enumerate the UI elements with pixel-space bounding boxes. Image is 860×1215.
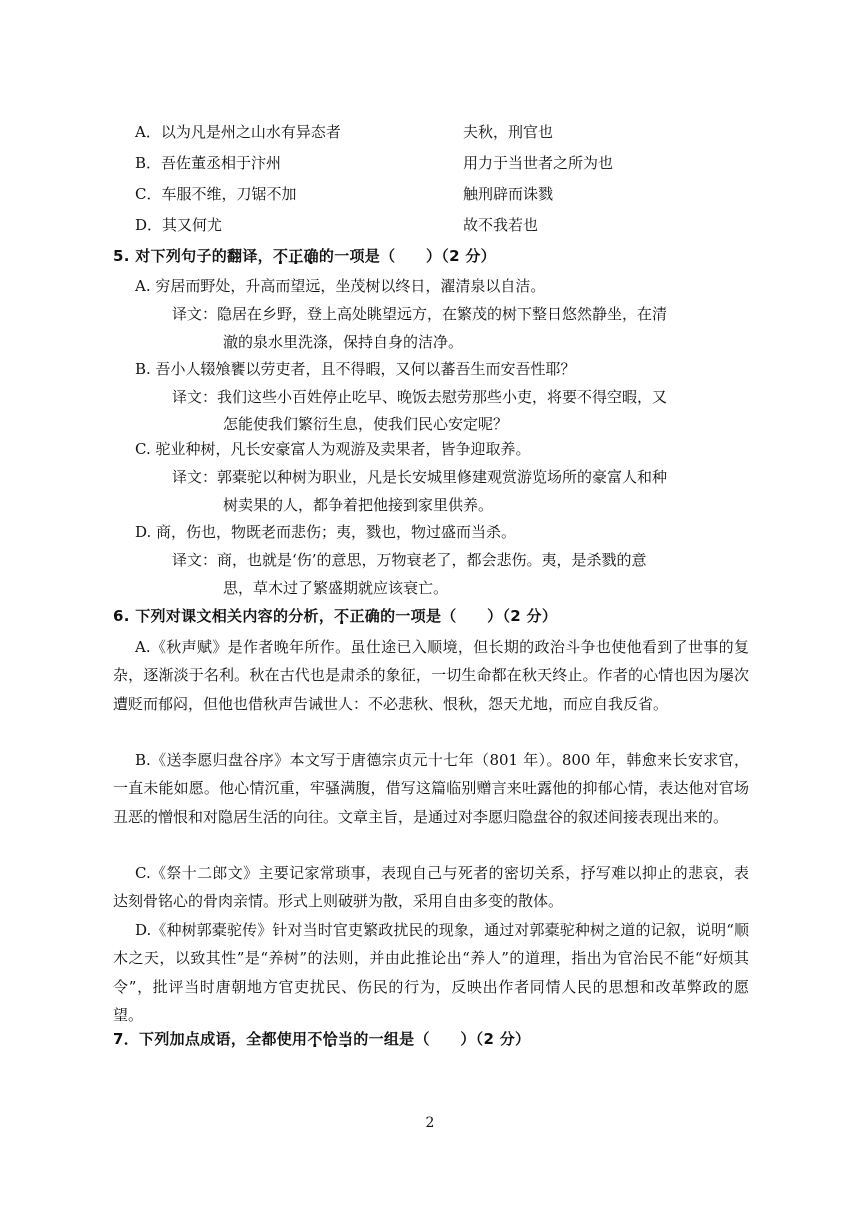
q5-a-translation-1: 译文：隐居在乡野，登上高处眺望远方，在繁茂的树下整日悠然静坐，在清 [172,305,668,323]
q5-a-sentence: A. 穷居而野处，升高而望远，坐茂树以终日，濯清泉以自洁。 [135,277,546,295]
q5-d-translation-1: 译文：商，也就是‘伤’的意思，万物衰老了，都会悲伤。夷，是杀戮的意 [172,551,647,569]
q5-emph-1: 不 [272,247,289,265]
q4-option-d-left: D．其又何尤 [135,216,223,234]
q5-c-sentence: C. 驼业种树，凡长安豪富人为观游及卖果者，皆争迎取养。 [135,440,531,458]
q5-heading [113,245,496,267]
q5-b-translation-2: 怎能使我们繁衍生息，使我们民心安定呢？ [223,415,509,433]
q7-emph-1: 不 [307,1030,323,1048]
q5-emph-2: 正 [288,247,304,265]
page-number: 2 [425,1115,435,1131]
q7-heading-post: 的一组是（ ）（2 分） [353,1030,531,1048]
q4-option-c-right: 触刑辟而诛戮 [463,185,554,203]
q6-emph-1: 不 [334,607,350,625]
q6-heading-pre: 6. 下列对课文相关内容的分析， [113,607,335,625]
q5-d-sentence: D. 商，伤也，物既老而悲伤；夷，戮也，物过盛而当杀。 [135,523,517,541]
q7-emph-3: 当 [337,1030,354,1048]
q4-option-b-left: B．吾佐董丞相于汴州 [135,154,282,172]
q5-a-translation-2: 澈的泉水里洗涤，保持自身的洁净。 [223,333,464,351]
q6-option-b: B.《送李愿归盘谷序》本文写于唐德宗贞元十七年（801 年）。800 年，韩愈来长安求官，一直未能如愿。他心情沉重，牢骚满腹，借写这篇临别赠言来吐露他的抑郁心情，表达他对官场丑恶的憎恨和对隐居生活的向往。文章主旨，是通过对李愿归隐盘谷的叙述间接表现出来的。 [113,751,749,826]
q4-option-d-right: 故不我若也 [463,216,539,234]
q6-heading [113,605,557,627]
q5-b-sentence: B. 吾小人辍飧饔以劳吏者，且不得暇，又何以蕃吾生而安吾性耶？ [135,360,576,378]
q5-c-translation-2: 树卖果的人，都争着把他接到家里供养。 [223,496,494,514]
q6-option-c: C.《祭十二郎文》主要记家常琐事，表现自己与死者的密切关系，抒写难以抑止的悲哀，表达刻骨铭心的骨肉亲情。形式上则破骈为散，采用自由多变的散体。 [113,864,749,911]
q4-option-c-left: C．车服不维，刀锯不加 [135,185,297,203]
q6-option-d: D.《种树郭橐驼传》针对当时官吏繁政扰民的现象，通过对郭橐驼种树之道的记叙，说明“顺木之天，以致其性”是“养树”的法则，并由此推论出“养人”的道理，指出为官治民不能“好烦其令”，批评当时唐朝地方官吏扰民、伤民的行为，反映出作者同情人民的思想和改革弊政的愿望。 [113,921,749,1024]
q5-d-translation-2: 思，草木过了繁盛期就应该衰亡。 [223,579,449,597]
q5-heading-post: 的一项是（ ）（2 分） [318,247,496,265]
q7-heading-pre: 7．下列加点成语，全都使用 [113,1030,308,1048]
q4-option-a-right: 夫秋，刑官也 [463,123,554,141]
q5-emph-3: 确 [303,247,319,265]
q7-heading [113,1028,530,1050]
q4-option-a-left: A．以为凡是州之山水有异态者 [135,123,341,141]
q5-c-translation-1: 译文：郭橐驼以种树为职业，凡是长安城里修建观赏游览场所的豪富人和种 [172,468,668,486]
q6-heading-post: 正确的一项是（ ）（2 分） [349,607,558,625]
q7-emph-2: 恰 [322,1030,338,1048]
q6-option-a: A.《秋声赋》是作者晚年所作。虽仕途已入顺境，但长期的政治斗争也使他看到了世事的复杂，逐渐淡于名利。秋在古代也是肃杀的象征，一切生命都在秋天终止。作者的心情也因为屡次遭贬而郁闷，但他也借秋声告诫世人：不必悲秋、恨秋，怨天尤地，而应自我反省。 [113,638,749,713]
q4-option-b-right: 用力于当世者之所为也 [463,154,614,172]
q5-heading-pre: 5. 对下列句子的翻译， [113,247,273,265]
q5-b-translation-1: 译文：我们这些小百姓停止吃早、晚饭去慰劳那些小吏，将要不得空暇，又 [172,388,668,406]
